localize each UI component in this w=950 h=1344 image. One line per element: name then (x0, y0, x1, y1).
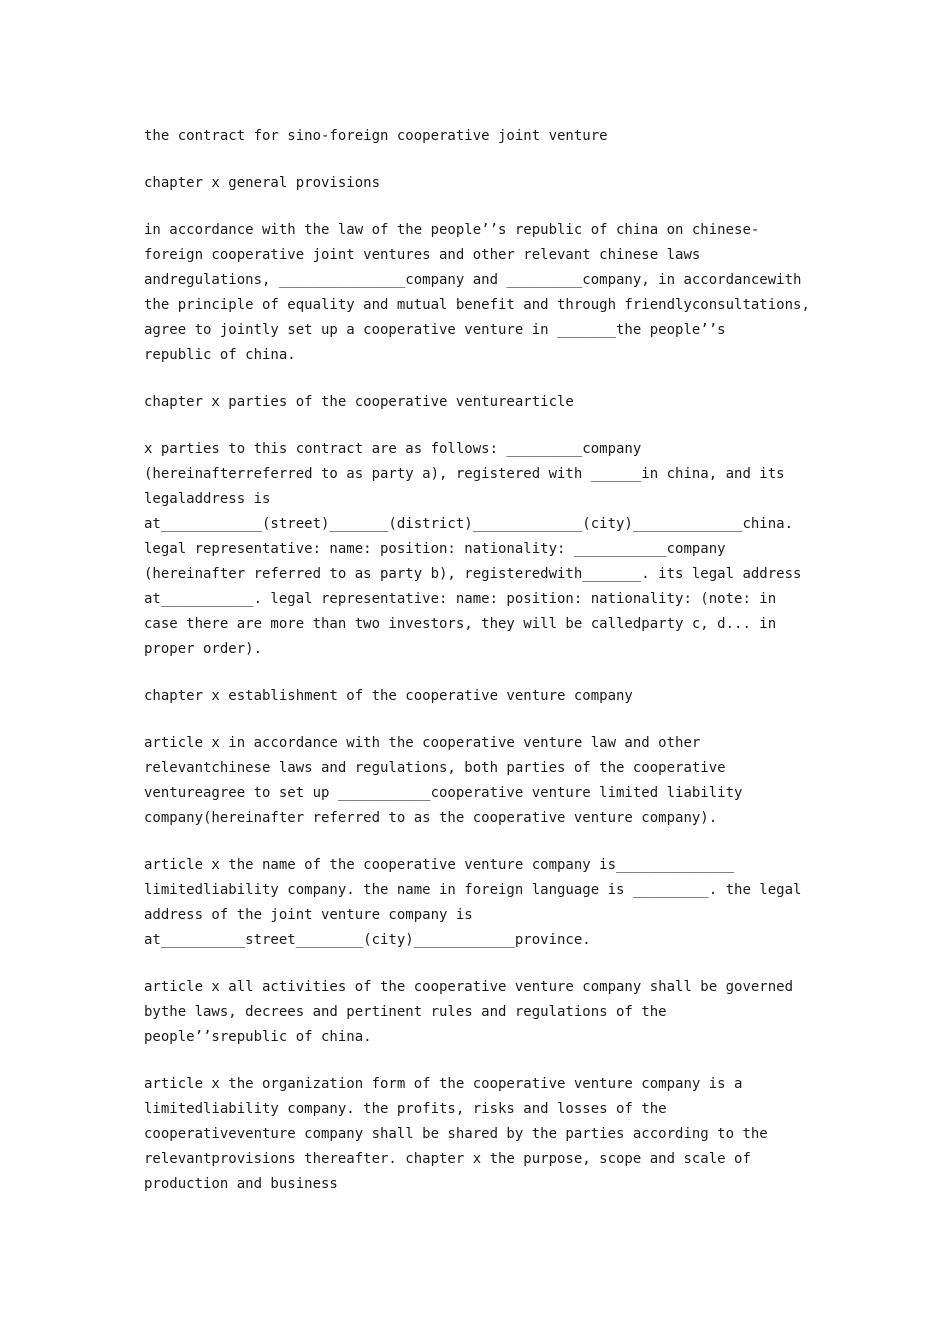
text-line: legaladdress is (144, 491, 271, 507)
text-line: at____________(street)_______(district)_____________(city)_____________china. (144, 516, 794, 532)
text-line: case there are more than two investors, they will be calledparty c, d... in (144, 616, 777, 632)
text-line: article x in accordance with the cooperative venture law and other (144, 735, 701, 751)
chapter-parties-heading (144, 390, 814, 415)
text-line: x parties to this contract are as follows: _________company (144, 441, 642, 457)
chapter-establishment-heading (144, 684, 814, 709)
text-line: company(hereinafter referred to as the cooperative venture company). (144, 810, 718, 826)
text-line: andregulations, _______________company and _________company, in accordancewith (144, 272, 802, 288)
text-line: people’’srepublic of china. (144, 1029, 372, 1045)
text-line: the principle of equality and mutual benefit and through friendlyconsultations, (144, 297, 810, 313)
document-title (144, 124, 814, 149)
text-line: limitedliability company. the profits, risks and losses of the (144, 1101, 667, 1117)
article-organization-paragraph (144, 1072, 814, 1197)
text-line: in accordance with the law of the people’’s republic of china on chinese- (144, 222, 760, 238)
article-activities-paragraph (144, 975, 814, 1050)
text-line: (hereinafterreferred to as party a), registered with ______in china, and its (144, 466, 785, 482)
text-line: relevantchinese laws and regulations, both parties of the cooperative (144, 760, 726, 776)
text-line: article x the name of the cooperative venture company is______________ (144, 857, 735, 873)
text-line: at___________. legal representative: name: position: nationality: (note: in (144, 591, 777, 607)
text-line: cooperativeventure company shall be shared by the parties according to the (144, 1126, 768, 1142)
text-line: at__________street________(city)____________province. (144, 932, 591, 948)
text-line: article x all activities of the cooperative venture company shall be governed (144, 979, 794, 995)
text-line: agree to jointly set up a cooperative venture in _______the people’’s (144, 322, 726, 338)
text-line: legal representative: name: position: nationality: ___________company (144, 541, 726, 557)
text-line: address of the joint venture company is (144, 907, 473, 923)
text-line: ventureagree to set up ___________cooperative venture limited liability (144, 785, 743, 801)
text-line: republic of china. (144, 347, 296, 363)
text-line: limitedliability company. the name in foreign language is _________. the legal (144, 882, 802, 898)
text-line: bythe laws, decrees and pertinent rules and regulations of the (144, 1004, 667, 1020)
text-line: foreign cooperative joint ventures and other relevant chinese laws (144, 247, 701, 263)
article-establish-paragraph (144, 731, 814, 831)
chapter-line: chapter x parties of the cooperative venturearticle (144, 394, 574, 410)
parties-paragraph (144, 437, 814, 662)
chapter-line: chapter x general provisions (144, 175, 381, 191)
text-line: proper order). (144, 641, 263, 657)
preamble-paragraph (144, 218, 814, 368)
text-line: relevantprovisions thereafter. chapter x the purpose, scope and scale of (144, 1151, 751, 1167)
text-line: article x the organization form of the cooperative venture company is a (144, 1076, 743, 1092)
article-name-paragraph (144, 853, 814, 953)
chapter-general-heading (144, 171, 814, 196)
chapter-line: chapter x establishment of the cooperative venture company (144, 688, 633, 704)
title-line: the contract for sino-foreign cooperative joint venture (144, 128, 608, 144)
text-line: production and business (144, 1176, 338, 1192)
text-line: (hereinafter referred to as party b), registeredwith_______. its legal address (144, 566, 802, 582)
